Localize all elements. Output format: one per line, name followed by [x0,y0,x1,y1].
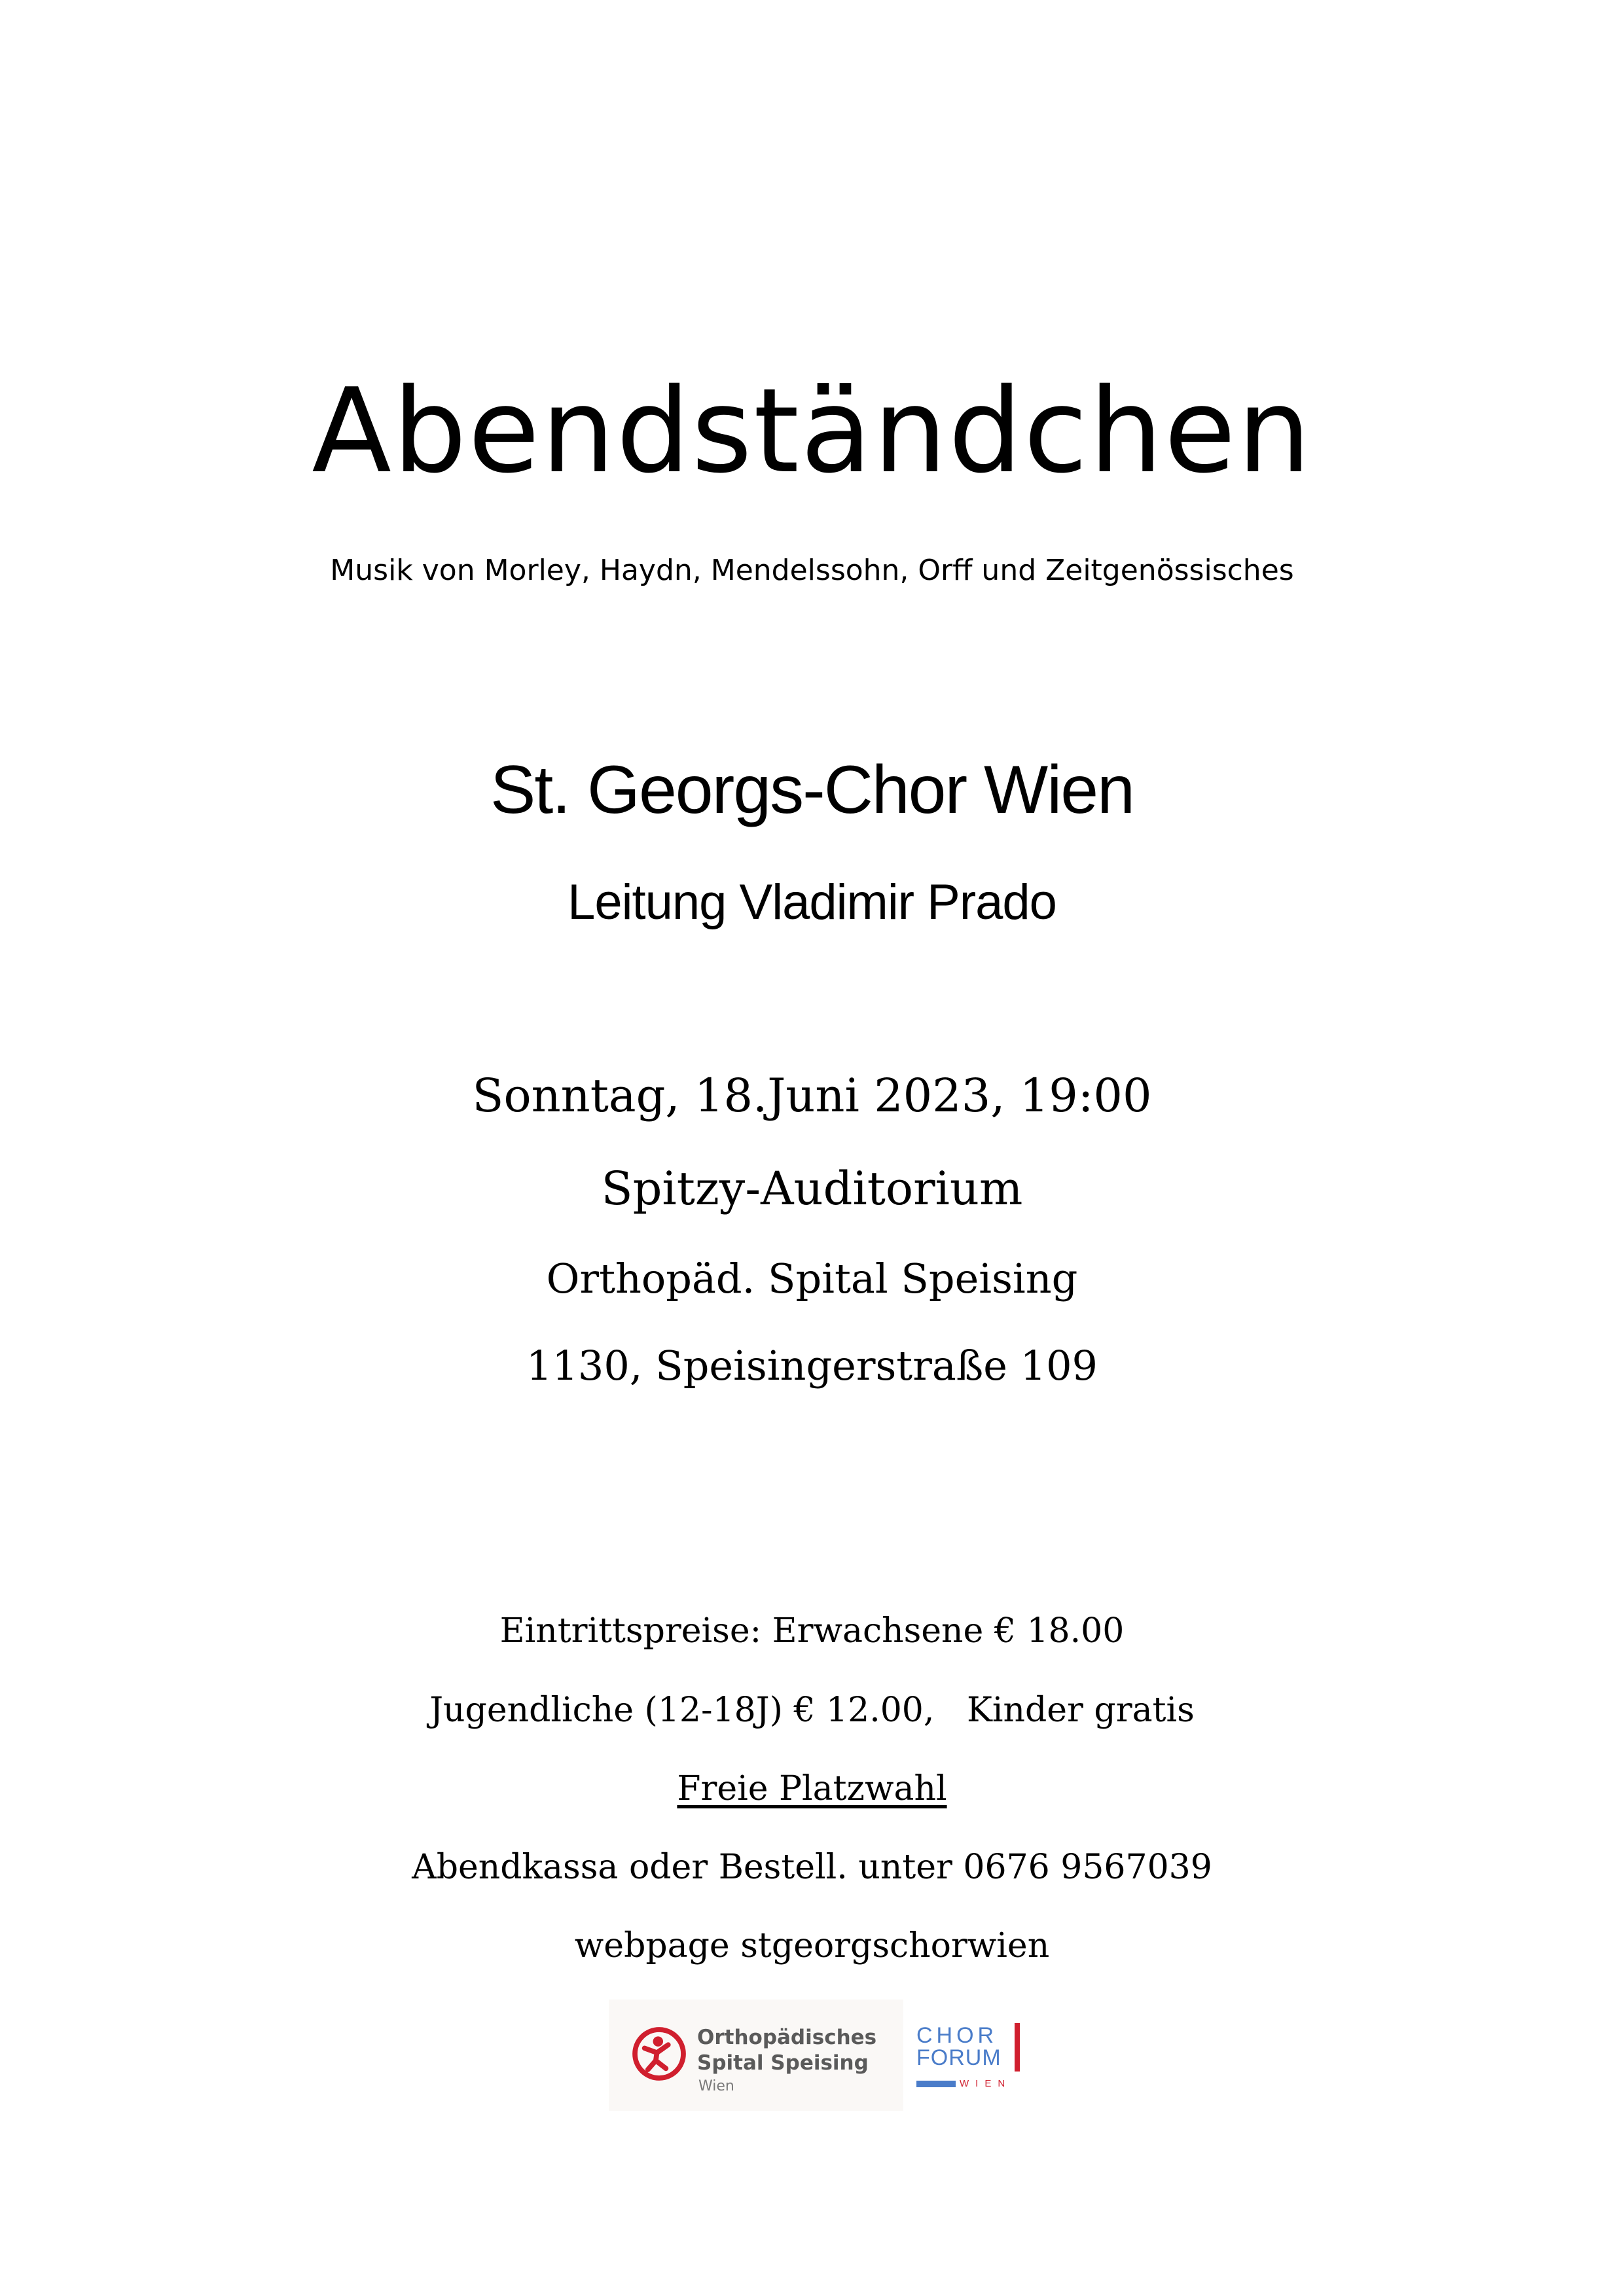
person-in-circle-icon [631,2026,687,2082]
hospital-logo-city: Wien [698,2078,734,2094]
event-date: Sonntag, 18.Juni 2023, 19:00 [472,1069,1152,1122]
chorforum-logo-line1: CHOR [916,2023,998,2048]
hospital-logo-line1: Orthopädisches [697,2026,877,2049]
hospital-logo [609,2000,903,2111]
webpage-info: webpage stgeorgschorwien [574,1926,1050,1965]
chorforum-logo-city: WIEN [960,2078,1012,2089]
chorforum-logo [916,2011,1028,2109]
poster-title: Abendständchen [312,363,1312,499]
chorforum-logo-line2: FORUM [916,2045,1001,2070]
program-subtitle: Musik von Morley, Haydn, Mendelssohn, Orff und Zeitgenössisches [330,554,1294,587]
conductor: Leitung Vladimir Prado [568,874,1056,930]
choir-name: St. Georgs-Chor Wien [490,752,1134,828]
venue-address: 1130, Speisingerstraße 109 [526,1342,1098,1390]
ticket-prices-youth: Jugendliche (12-18J) € 12.00, Kinder gratis [429,1691,1195,1730]
sponsor-logos [609,2000,1028,2111]
box-office-info: Abendkassa oder Bestell. unter 0676 9567039 [412,1848,1212,1887]
chorforum-blue-bar [916,2081,956,2087]
chorforum-red-bar [1015,2023,1020,2072]
ticket-prices-adults: Eintrittspreise: Erwachsene € 18.00 [499,1611,1125,1651]
venue-name: Spitzy-Auditorium [601,1162,1023,1215]
hospital-logo-line2: Spital Speising [697,2051,869,2075]
seating-note: Freie Platzwahl [677,1769,947,1808]
venue-organisation: Orthopäd. Spital Speising [546,1255,1078,1302]
